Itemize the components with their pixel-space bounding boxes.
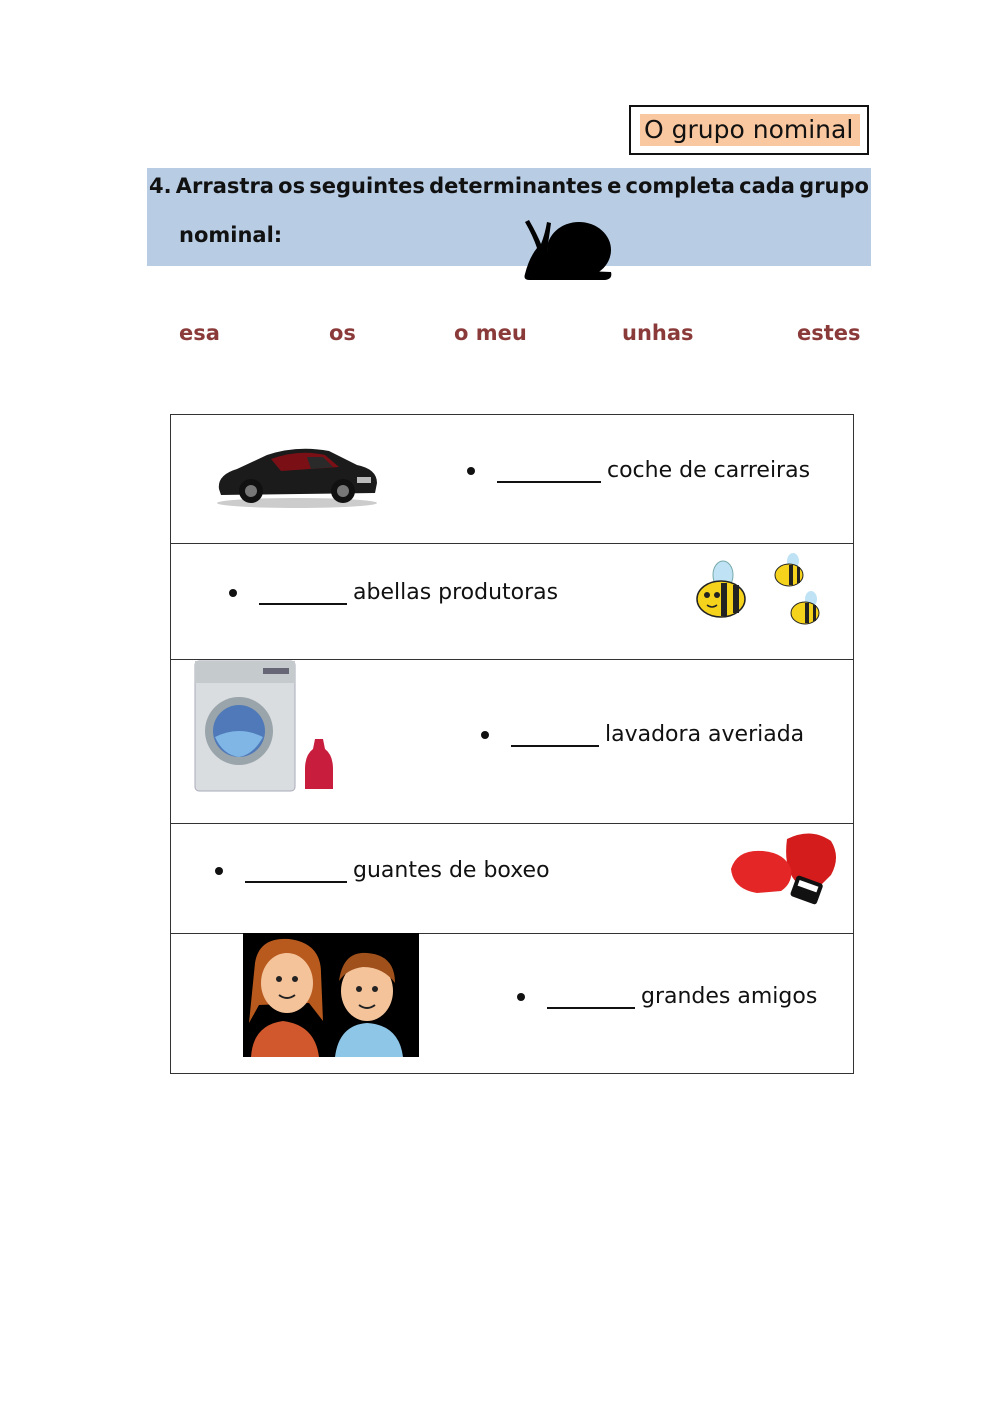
bees-icon <box>685 553 827 627</box>
drop-target-blank[interactable] <box>547 985 635 1009</box>
exercise-row <box>171 933 853 1073</box>
instruction-banner <box>147 168 871 266</box>
title-box <box>629 105 869 155</box>
drop-target-blank[interactable] <box>245 859 347 883</box>
draggable-word-esa[interactable]: esa <box>179 321 220 345</box>
item-phrase: abellas produtoras <box>353 580 559 605</box>
draggable-word-o-meu[interactable]: o meu <box>454 321 527 345</box>
race-car-icon <box>211 437 383 509</box>
item-phrase: guantes de boxeo <box>353 858 550 883</box>
bullet-icon <box>215 867 223 875</box>
exercise-row <box>171 823 853 934</box>
drop-target-blank[interactable] <box>511 723 599 747</box>
exercise-row <box>171 659 853 824</box>
boxing-gloves-icon <box>727 829 841 911</box>
instruction-word: grupo <box>799 174 869 198</box>
instruction-line-2: nominal: <box>179 223 283 247</box>
draggable-word-os[interactable]: os <box>329 321 356 345</box>
exercise-item <box>517 983 817 1011</box>
instruction-line-1 <box>149 172 869 200</box>
instruction-word: determinantes <box>429 174 603 198</box>
instruction-word: seguintes <box>309 174 425 198</box>
bullet-icon <box>517 993 525 1001</box>
drop-target-blank[interactable] <box>259 581 347 605</box>
exercise-item <box>229 579 558 607</box>
exercise-row <box>171 543 853 660</box>
exercise-table <box>170 414 854 1074</box>
bullet-icon <box>467 467 475 475</box>
item-phrase: lavadora averiada <box>605 722 805 747</box>
exercise-item <box>215 857 550 885</box>
exercise-row <box>171 415 853 544</box>
instruction-word: completa <box>625 174 735 198</box>
instruction-number: 4. <box>149 174 172 198</box>
bullet-icon <box>229 589 237 597</box>
draggable-word-estes[interactable]: estes <box>797 321 861 345</box>
instruction-word: os <box>278 174 306 198</box>
item-phrase: grandes amigos <box>641 984 818 1009</box>
drop-target-blank[interactable] <box>497 459 601 483</box>
exercise-item <box>467 457 810 485</box>
instruction-word: cada <box>739 174 795 198</box>
snail-icon <box>519 214 615 284</box>
exercise-item <box>481 721 804 749</box>
instruction-word: e <box>607 174 622 198</box>
bullet-icon <box>481 731 489 739</box>
page-title: O grupo nominal <box>640 114 860 146</box>
draggable-word-unhas[interactable]: unhas <box>622 321 694 345</box>
washing-machine-icon <box>193 659 335 793</box>
item-phrase: coche de carreiras <box>607 458 811 483</box>
friends-icon <box>243 933 419 1057</box>
instruction-word: Arrastra <box>175 174 274 198</box>
